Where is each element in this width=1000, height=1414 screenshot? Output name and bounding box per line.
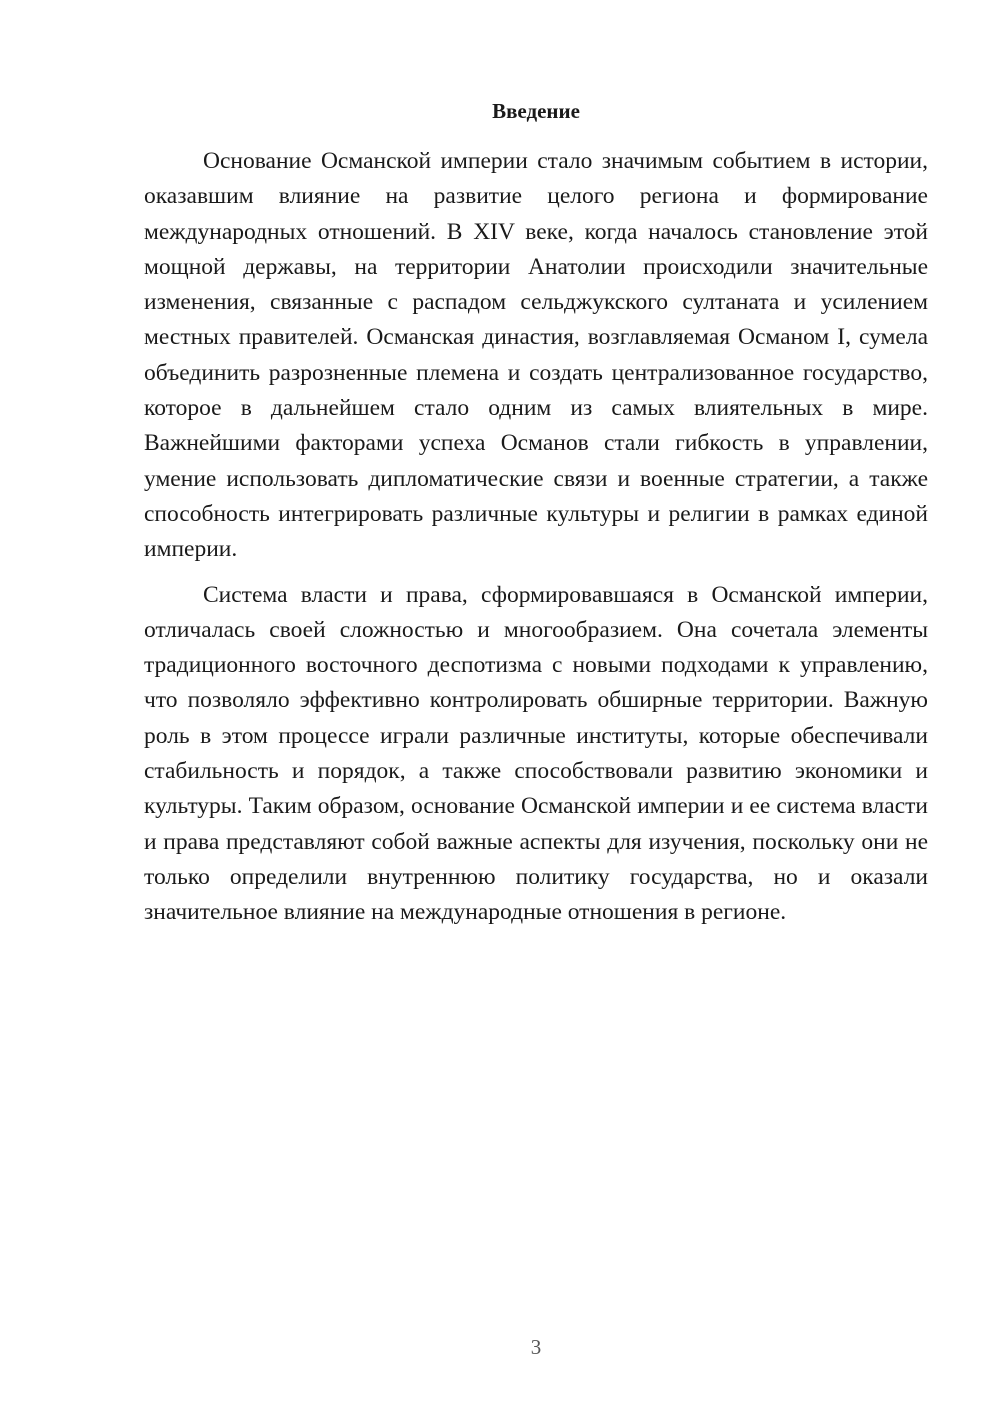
document-body bbox=[144, 144, 928, 931]
page-number: 3 bbox=[530, 1335, 542, 1359]
paragraph-2: Система власти и права, сформировавшаяся в Османской империи, отличалась своей сложностью и многообразием. Она сочетала элементы традиционного восточного деспотизма с новыми подходами к управлению, что позволяло эффективно контролировать обширные территории. Важную роль в этом процессе играли различные институты, которые обеспечивали стабильность и порядок, а также способствовали развитию экономики и культуры. Таким образом, основание Османской империи и ее система власти и права представляют собой важные аспекты для изучения, поскольку они не только определили внутреннюю политику государства, но и оказали значительное влияние на международные отношения в регионе. bbox=[144, 581, 928, 926]
page-title: Введение bbox=[492, 99, 580, 123]
paragraph-1: Основание Османской империи стало значимым событием в истории, оказавшим влияние на развитие целого региона и формирование международных отношений. В XIV веке, когда началось становление этой мощной державы, на территории Анатолии происходили значительные изменения, связанные с распадом сельджукского султаната и усилением местных правителей. Османская династия, возглавляемая Османом I, сумела объединить разрозненные племена и создать централизованное государство, которое в дальнейшем стало одним из самых влиятельных в мире. Важнейшими факторами успеха Османов стали гибкость в управлении, умение использовать дипломатические связи и военные стратегии, а также способность интегрировать различные культуры и религии в рамках единой империи. bbox=[144, 148, 928, 563]
